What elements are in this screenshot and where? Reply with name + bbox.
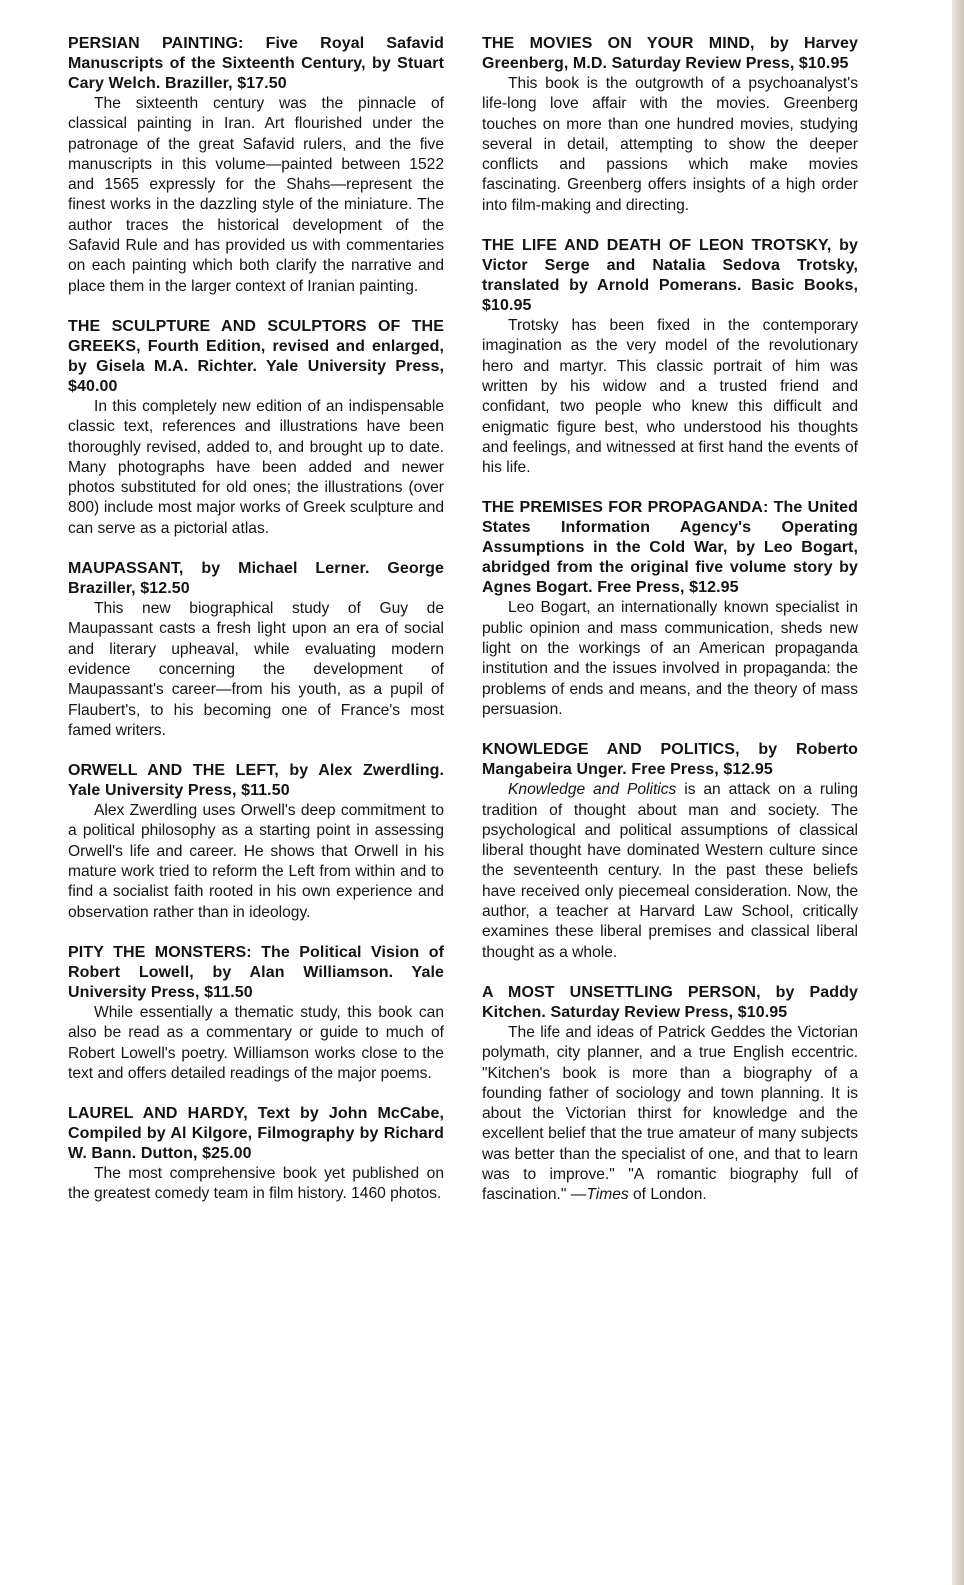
review-body: Trotsky has been fixed in the contemporary imagination as the very model of the revolutionary hero and martyr. This classic portrait of him was written by his widow and a trusted friend and confidant, two people who knew this difficult and enigmatic figure best, who understood his thoughts and feelings, and witnessed at first hand the events of his life. (482, 317, 858, 477)
review-body: This new biographical study of Guy de Maupassant casts a fresh light upon an era of social and literary upheaval, while evaluating modern evidence concerning the development of Maupassant's career—from his youth, as a pupil of Flaubert's, to his becoming one of France's most famed writers. (68, 600, 444, 739)
review-entry (68, 1104, 444, 1205)
review-entry (68, 559, 444, 741)
left-column (68, 34, 444, 1225)
review-entry (68, 943, 444, 1084)
review-entry (68, 761, 444, 923)
review-body: In this completely new edition of an indispensable classic text, references and illustrations have been thoroughly revised, added to, and brought up to date. Many photographs have been added and newer photos substituted for old ones; the illustrations (over 800) include most major works of Greek sculpture and can serve as a pictorial atlas. (68, 397, 444, 537)
review-body-text: The life and ideas of Patrick Geddes the Victorian polymath, city planner, and a true English eccentric. "Kitchen's book is more than a biography of a founding father of sociology and town planning. It is about the Victorian thirst for knowledge and the excellent belief that the true amateur of many subjects was better than the specialist of one, and that to learn was to improve." "A romantic biography full of fascination." — (482, 1023, 858, 1204)
review-body: This book is the outgrowth of a psychoanalyst's life-long love affair with the movies. Greenberg touches on more than one hundred movies, studying several in detail, attempting to show the deeper conflicts and passions which make movies fascinating. Greenberg offers insights of a high order into film-making and directing. (482, 75, 858, 214)
review-heading: PITY THE MONSTERS: The Political Vision of Robert Lowell, by Alan Williamson. Yale University Press, $11.50 (68, 943, 444, 1001)
page-edge (952, 0, 964, 1585)
review-body (482, 780, 858, 963)
source-italic: Times (586, 1186, 629, 1204)
review-body: The most comprehensive book yet published on the greatest comedy team in film history. 1460 photos. (68, 1165, 444, 1203)
review-entry (68, 317, 444, 539)
review-heading: KNOWLEDGE AND POLITICS, by Roberto Mangabeira Unger. Free Press, $12.95 (482, 741, 858, 779)
review-heading: THE MOVIES ON YOUR MIND, by Harvey Greenberg, M.D. Saturday Review Press, $10.95 (482, 35, 858, 72)
review-heading: MAUPASSANT, by Michael Lerner. George Braziller, $12.50 (68, 560, 444, 598)
review-heading: A MOST UNSETTLING PERSON, by Paddy Kitchen. Saturday Review Press, $10.95 (482, 983, 858, 1021)
review-body-tail: of London. (628, 1186, 707, 1204)
review-heading: THE LIFE AND DEATH OF LEON TROTSKY, by Victor Serge and Natalia Sedova Trotsky, translated by Arnold Pomerans. Basic Books, $10.95 (482, 237, 858, 315)
review-heading: PERSIAN PAINTING: Five Royal Safavid Manuscripts of the Sixteenth Century, by Stuart Cary Welch. Braziller, $17.50 (68, 35, 444, 92)
book-title-italic: Knowledge and Politics (508, 781, 677, 799)
review-body (482, 1023, 858, 1206)
review-body: Leo Bogart, an internationally known specialist in public opinion and mass communication, sheds new light on the workings of an American propaganda institution and the issues involved in propaganda: the problems of ends and means, and the theory of mass persuasion. (482, 599, 858, 718)
review-body: While essentially a thematic study, this book can also be read as a commentary or guide to much of Robert Lowell's poetry. Williamson works close to the text and offers detailed readings of the major poems. (68, 1003, 444, 1082)
review-body: Alex Zwerdling uses Orwell's deep commitment to a political philosophy as a starting point in assessing Orwell's life and career. He shows that Orwell in his mature work tried to reform the Left from within and to find a socialist faith rooted in his own experience and observation rather than in ideology. (68, 802, 444, 921)
right-column (482, 34, 858, 1226)
review-entry (482, 740, 858, 963)
review-heading: THE SCULPTURE AND SCULPTORS OF THE GREEKS, Fourth Edition, revised and enlarged, by Gisela M.A. Richter. Yale University Press, $40.00 (68, 317, 444, 395)
review-body-text: is an attack on a ruling tradition of thought about man and society. The psychological and political assumptions of classical liberal thought have dominated Western culture since the seventeenth century. In the past these beliefs have received only piecemeal consideration. Now, the author, a teacher at Harvard Law School, critically examines these liberal premises and classical liberal thought as a whole. (482, 781, 858, 961)
review-entry (482, 34, 858, 216)
review-heading: LAUREL AND HARDY, Text by John McCabe, Compiled by Al Kilgore, Filmography by Richard W. Bann. Dutton, $25.00 (68, 1105, 444, 1163)
review-entry (482, 236, 858, 478)
review-body: The sixteenth century was the pinnacle of classical painting in Iran. Art flourished under the patronage of the great Safavid rulers, and the five manuscripts in this volume—painted between 1522 and 1565 expressly for the Shahs—represent the finest works in the dazzling style of the miniature. The author traces the historical development of the Safavid Rule and has provided us with commentaries on each painting which both clarify the narrative and place them in the larger context of Iranian painting. (68, 95, 444, 295)
review-entry (68, 34, 444, 297)
review-entry (482, 983, 858, 1206)
review-heading: THE PREMISES FOR PROPAGANDA: The United States Information Agency's Operating Assumptions in the Cold War, by Leo Bogart, abridged from the original five volume story by Agnes Bogart. Free Press, $12.95 (482, 499, 858, 597)
review-heading: ORWELL AND THE LEFT, by Alex Zwerdling. Yale University Press, $11.50 (68, 762, 444, 800)
review-entry (482, 498, 858, 720)
